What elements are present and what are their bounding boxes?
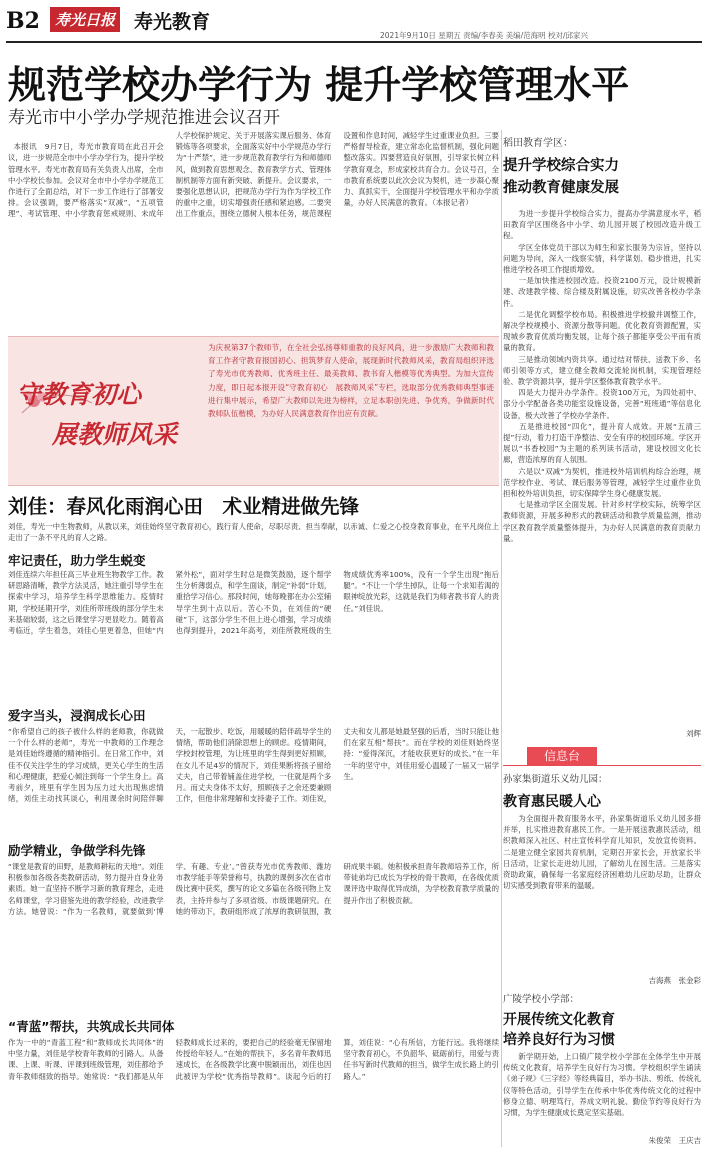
profile-title: 刘佳：春风化雨润心田 术业精进做先锋 <box>8 495 360 518</box>
info-body-1: 为全面提升教育服务水平，孙家集街道乐义幼儿园多措并举，扎实推进教育惠民工作。一是开展送教惠民活动，组织教师深入社区、村庄宣传科学育儿知识，发放宣传资料。二是建立健全家园共育机制，定期召开家长会，开放家长半日活动，让家长走进幼儿园，了解幼儿在园生活。三是落实资助政策，确保每一名家庭经济困难幼儿应助尽助，让群众切实感受到教育带来的温暖。 <box>503 814 701 891</box>
banner-calligraphy-1: 守教育初心 <box>16 380 142 409</box>
page-header <box>0 0 708 44</box>
section-title-4: “青蓝”帮扶，共筑成长共同体 <box>8 1019 175 1034</box>
right-article-label: 稻田教育学区： <box>503 138 573 149</box>
banner-decoration <box>12 343 212 479</box>
info-author-2: 朱俊荣 王庆吉 <box>648 1136 701 1145</box>
flower-icon <box>12 343 212 479</box>
info-label-rule <box>503 765 701 766</box>
info-title-2b: 培养良好行为习惯 <box>503 1032 615 1048</box>
info-source-1: 孙家集街道乐义幼儿园： <box>503 774 608 785</box>
right-article-author: 刘辉 <box>686 729 701 738</box>
banner-text: 为庆祝第37个教师节，在全社会弘扬尊师重教的良好风尚，进一步激励广大教师和教育工作者守教育报国初心、担筑梦育人使命，展现新时代教师风采，教育局组织评选了寿光市优秀教师、优秀班主任、最美教师、教书育人楷模等优秀典型。为加大宣传力度，即日起本报开设“守教育初心 展教师风采”专栏，选取部分优秀教师典型事迹进行集中展示，希望广大教师以先进为榜样，立足本职创先进、争优秀，争做新时代教师队伍楷模，为办好人民满意教育作出应有贡献。 <box>208 343 494 419</box>
info-title-1: 教育惠民暖人心 <box>503 794 601 810</box>
right-article-title-2: 推动教育健康发展 <box>503 179 619 196</box>
info-source-2: 广陵学校小学部： <box>503 994 580 1005</box>
section-title: 寿光教育 <box>134 11 211 33</box>
section-body-2: “你希望自己的孩子被什么样的老师教，你就做一个什么样的老师”，寿光一中教师的工作理念是刘佳始终遵循的精神指引。在日常工作中，刘佳不仅关注学生的学习成绩，更关心学生的生活和心理健康，把爱心倾注到每一个学生身上。高考前夕，班里有学生因为压力过大出现焦虑情绪，刘佳主动找其谈心，利用课余时间陪伴聊天，一起散步、吃饭，用暖暖的陪伴疏导学生的情绪，帮助他们消除思想上的顾虑。疫情期间，学校封校管理，为让班里的学生得到更好照顾，在女儿不足4岁的情况下，刘佳果断将孩子留给丈夫，自己带着铺盖住进学校，一住就是两个多月。而丈夫身体不太好，照顾孩子之余还要兼顾工作，但他非常理解和支持妻子工作。刘佳说，丈夫和女儿都是她最坚强的后盾，当时只能让他们在家互相“帮扶”。而在学校的刘佳则始终坚持：“爱得深沉，才能收获更好的成长。”在一年一年的坚守中，刘佳用爱心温暖了一届又一届学生。 <box>8 727 499 804</box>
main-headline: 规范学校办学行为 提升学校管理水平 <box>8 62 630 107</box>
section-body-3: “课堂是教育的田野，是教师耕耘的天地”。刘佳积极参加各级各类教研活动，努力提升自身业务素质。她一直坚持不断学习新的教育理念，走进名师课堂，学习借鉴先进的教学经验，改进教学方法。她曾说：“作为一名教师，就要做到‘博学、有趣、专业’。”曾获寿光市优秀教师、潍坊市教学能手等荣誉称号，执教的课例多次在省市级比赛中获奖，撰写的论文多篇在各级刊物上发表，主持并参与了多项省级、市级课题研究。在她的带动下，教研组形成了浓厚的教研氛围，教研成果丰硕。她积极承担青年教师培养工作，所带徒弟均已成长为学校的骨干教师，在各级优质课评选中取得优异成绩，为学校教育教学质量的提升作出了积极贡献。 <box>8 862 499 916</box>
main-body-text: 本报讯 9月7日，寿光市教育局在此召开会议，进一步规范全市中小学办学行为，提升学校管理水平。寿光市教育局有关负责人出席，全市中小学校长参加。会议对全市中小学办学规范工作进行了全面总结，对下一步工作进行了部署安排。会议强调，要严格落实“双减”、“五项管理”、考试管理、中小学教育惩戒规则、未成年人学校保护规定、关于开展落实课后服务、体育锻炼等各项要求，全面落实好中小学规范办学行为“十严禁”，进一步规范教育教学行为和师德师风，做到教育思想观念、教育教学方式、管理体制机制等方面有新突破、新提升。会议要求，一要强化思想认识，把规范办学行为作为学校工作的重中之重，切实增强责任感和紧迫感。二要突出工作重点，围绕立德树人根本任务，规范课程设置和作息时间，减轻学生过重课业负担。三要严格督导检查，建立常态化监督机制，强化问题整改落实。四要营造良好氛围，引导家长树立科学教育观念，形成家校共育合力。会议号召，全市教育系统要以此次会议为契机，进一步凝心聚力、真抓实干，全面提升学校管理水平和办学质量，办好人民满意的教育。 <box>8 131 499 219</box>
page-meta: 2021年9月10日 星期五 责编/李春美 美编/范海明 校对/邱家兴 <box>380 31 589 40</box>
column-divider <box>501 130 502 1147</box>
section-body-1: 刘佳连续六年担任高三毕业班生物教学工作。教研思路清晰，教学方法灵活，她注重引导学生在探索中学习，培养学生科学思维能力。疫情时期，学校延期开学，刘佳所带班级的部分学生未来基础较弱，这之后课堂学习更显吃力。随着高考临近，学生着急，刘佳心里更着急，但她“内紧外松”，面对学生时总是微笑鼓励，逐个帮学生分析薄弱点，和学生面谈，制定“补弱”计划，重拾学习信心。那段时间，她每晚都在办公室辅导学生到十点以后。苦心不负，在刘佳的“硬碰”下，这部分学生不但上进心增强，学习成绩也得到提升，2021年高考，刘佳所教班级的生物成绩优秀率100%，没有一个学生出现“拖后腿”。“不让一个学生掉队，让每一个求知若渴的眼神绽放光彩，这就是我们为师者教书育人的责任。”刘佳说。 <box>8 570 499 636</box>
main-credit: （本报记者） <box>432 198 473 208</box>
header-rule <box>6 41 702 43</box>
right-article-body: 为进一步提升学校综合实力，提高办学满意度水平，稻田教育学区围绕各中小学、幼儿园开展了校园改造升级工程。 学区全体党员干部以为师生和家长服务为宗旨，坚持以问题为导向，深入一线察实情，科学谋划、稳步推进，扎实推进学校各项工作提质增效。 一是加快推进校园改造。投资2100万元，设计规模新建、改建教学楼、综合楼及附属设施，切实改善各校办学条件。 二是优化调整学校布局。积极推进学校撤并调整工作，解决学校规模小、资源分散等问题。优化教育资源配置，实现城乡教育优质均衡发展，让每个孩子都能享受公平而有质量的教育。 三是推动领域内资共享。通过结对帮扶、送教下乡、名师引领等方式，建立健全教师交流轮岗机制，实现管理经验、教学资源共享，提升学区整体教育教学水平。 四是大力提升办学条件。投资100万元，为四处初中、部分小学配备各类功能室设施设备，完善“班班通”等信息化设备，极大改善了学校办学条件。 五是推进校园“四化”，提升育人成效。开展“五清三提”行动，着力打造干净整洁、安全有序的校园环境。学区开展以“书香校园”为主题的系列读书活动，建设校园文化长廊，营造浓厚的育人氛围。 六是以“双减”为契机，推进校外培训机构综合治理，规范学校作业、考试、课后服务等管理，减轻学生过重作业负担和校外培训负担，切实保障学生身心健康发展。 七是推动学区全面发展。针对乡村学校实际，统筹学区教师资源，开展多种形式的教研活动和教学质量监测，推动学区教育教学质量整体提升，为办好人民满意的教育贡献力量。 <box>503 209 701 543</box>
info-body-2: 新学期开始，上口镇广陵学校小学部在全体学生中开展传统文化教育，培养学生良好行为习惯。学校组织学生诵读《弟子规》《三字经》等经典篇目，举办书法、剪纸、传统礼仪等特色活动，引导学生在传承中华优秀传统文化的过程中修身立德、明理笃行，养成文明礼貌、勤俭节约等良好行为习惯，为学生健康成长奠定坚实基础。 <box>503 1052 701 1118</box>
teacher-banner <box>8 336 499 486</box>
info-label: 信息台 <box>527 747 597 765</box>
right-article-title-1: 提升学校综合实力 <box>503 157 619 174</box>
section-title-1: 牢记责任，助力学生蜕变 <box>8 553 146 568</box>
profile-lead: 刘佳，寿光一中生物教师，从教以来，刘佳始终坚守教育初心，践行育人使命，尽职尽责、担当奉献，以赤诚、仁爱之心投身教育事业，在平凡岗位上走出了一条不平凡的育人之路。 <box>8 522 499 543</box>
section-title-2: 爱字当头，浸润成长心田 <box>8 708 146 723</box>
section-title-3: 励学精业，争做学科先锋 <box>8 843 146 858</box>
section-body-4: 作为一中的“青蓝工程”和“教师成长共同体”的中坚力量，刘佳是学校青年教师的引路人。从备课、上课、听课、评课到班级管理，刘佳都给予青年教师细致的指导。她常说：“我们都是从年轻教师成长过来的，要把自己的经验毫无保留地传授给年轻人。”在她的帮扶下，多名青年教师迅速成长，在各级教学比赛中脱颖而出，刘佳也因此被评为学校“优秀指导教师”。谈起今后的打算，刘佳说：“心有所信，方能行远。我将继续坚守教育初心，不负韶华、砥砺前行，用爱与责任书写新时代教师的担当，做学生成长路上的引路人。” <box>8 1038 499 1081</box>
info-board <box>503 747 701 1147</box>
paper-logo: 寿光日报 <box>50 7 120 32</box>
right-article <box>503 130 701 743</box>
info-author-1: 吉海燕 张金彩 <box>648 976 701 985</box>
info-title-2a: 开展传统文化教育 <box>503 1012 615 1028</box>
banner-calligraphy-2: 展教师风采 <box>52 420 178 449</box>
main-subhead: 寿光市中小学办学规范推进会议召开 <box>8 108 280 128</box>
page-number: B2 <box>6 8 40 34</box>
main-body <box>8 130 499 330</box>
